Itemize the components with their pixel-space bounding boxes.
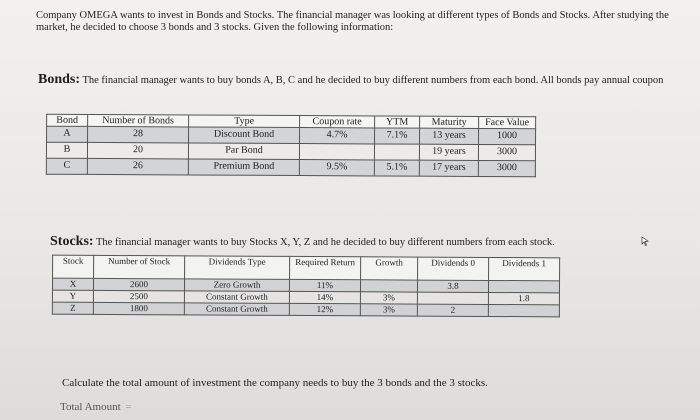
table-cell: 17 years	[419, 160, 478, 176]
table-cell: C	[46, 158, 87, 174]
table-cell: 2	[417, 304, 488, 316]
table-cell	[488, 304, 559, 316]
table-cell: Par Bond	[188, 143, 299, 160]
table-cell: 4.7%	[300, 128, 375, 144]
table-cell	[360, 280, 417, 292]
table-cell: 19 years	[419, 144, 478, 160]
table-cell	[299, 144, 374, 160]
table-cell: 13 years	[420, 128, 479, 144]
table-cell: 2500	[93, 290, 184, 302]
stocks-header-cell: Number of Stock	[94, 255, 185, 278]
table-cell: 3%	[360, 292, 417, 304]
bonds-title: Bonds:	[38, 72, 81, 87]
bonds-header-cell: Face Value	[479, 116, 536, 128]
bonds-header-cell: Bond	[47, 114, 88, 126]
table-cell: Constant Growth	[184, 291, 289, 304]
table-cell: 3000	[478, 160, 535, 176]
mouse-cursor-icon	[641, 236, 649, 246]
bonds-header-cell: Type	[189, 115, 300, 128]
table-cell: 11%	[289, 279, 360, 291]
answer-line	[60, 400, 132, 414]
table-cell: 20	[87, 142, 188, 159]
bonds-header-cell: YTM	[375, 116, 420, 128]
intro-paragraph: Company OMEGA wants to invest in Bonds and Stocks. The financial manager was looking at different types of Bonds and Stocks. After studying the market, he decided to choose 3 bonds and 3 stocks. Given the following information:	[36, 10, 669, 33]
stocks-title: Stocks:	[50, 234, 94, 249]
table-cell: B	[46, 142, 87, 158]
table-cell	[374, 144, 419, 160]
table-cell: Premium Bond	[188, 159, 299, 176]
table-cell: 26	[87, 158, 188, 175]
table-row	[46, 158, 535, 177]
answer-value[interactable]: =	[125, 401, 132, 413]
table-cell: 2600	[93, 278, 184, 290]
table-cell: 7.1%	[375, 128, 420, 144]
stocks-header-cell: Growth	[361, 257, 418, 280]
stocks-section-heading	[50, 235, 650, 249]
stocks-description: The financial manager wants to buy Stocks X, Y, Z and he decided to buy different numbers from each stock.	[96, 237, 555, 248]
bonds-description: The financial manager wants to buy bonds A, B, C and he decided to buy different numbers from each bond. All bonds pay annual coupon	[82, 75, 664, 86]
table-cell: Y	[52, 290, 93, 302]
bonds-section-heading	[38, 73, 678, 87]
question-text: Calculate the total amount of investment the company needs to buy the 3 bonds and the 3 stocks.	[62, 377, 488, 389]
stocks-header-row	[53, 255, 560, 281]
bonds-header-cell: Maturity	[420, 116, 479, 128]
table-cell: 5.1%	[374, 160, 419, 176]
table-cell: 14%	[289, 291, 360, 303]
table-cell	[417, 292, 488, 304]
stocks-header-cell: Dividends 1	[489, 257, 560, 280]
table-cell: 3000	[478, 144, 535, 160]
table-cell: 1.8	[488, 292, 559, 304]
table-cell: Zero Growth	[184, 279, 289, 292]
stocks-table	[52, 255, 560, 318]
stocks-header-cell: Dividends 0	[418, 257, 489, 280]
table-cell: Constant Growth	[184, 303, 289, 316]
table-cell: 1800	[93, 302, 184, 314]
stocks-header-cell: Stock	[53, 255, 94, 278]
bonds-header-cell: Number of Bonds	[88, 114, 189, 127]
table-cell: Discount Bond	[189, 127, 300, 144]
bonds-table	[46, 114, 536, 178]
table-cell: 12%	[289, 303, 360, 315]
stocks-header-cell: Required Return	[290, 256, 361, 279]
table-row	[52, 302, 559, 317]
table-cell: 9.5%	[299, 160, 374, 176]
table-cell: 1000	[479, 128, 536, 144]
table-cell: 28	[88, 126, 189, 143]
table-cell: 3%	[360, 304, 417, 316]
table-cell: Z	[52, 302, 93, 314]
answer-label: Total Amount	[60, 401, 121, 413]
table-cell: A	[47, 126, 88, 142]
bonds-header-cell: Coupon rate	[300, 116, 375, 128]
table-cell: 3.8	[417, 280, 488, 292]
table-cell: X	[52, 278, 93, 290]
table-cell	[488, 280, 559, 292]
stocks-header-cell: Dividends Type	[185, 256, 290, 280]
